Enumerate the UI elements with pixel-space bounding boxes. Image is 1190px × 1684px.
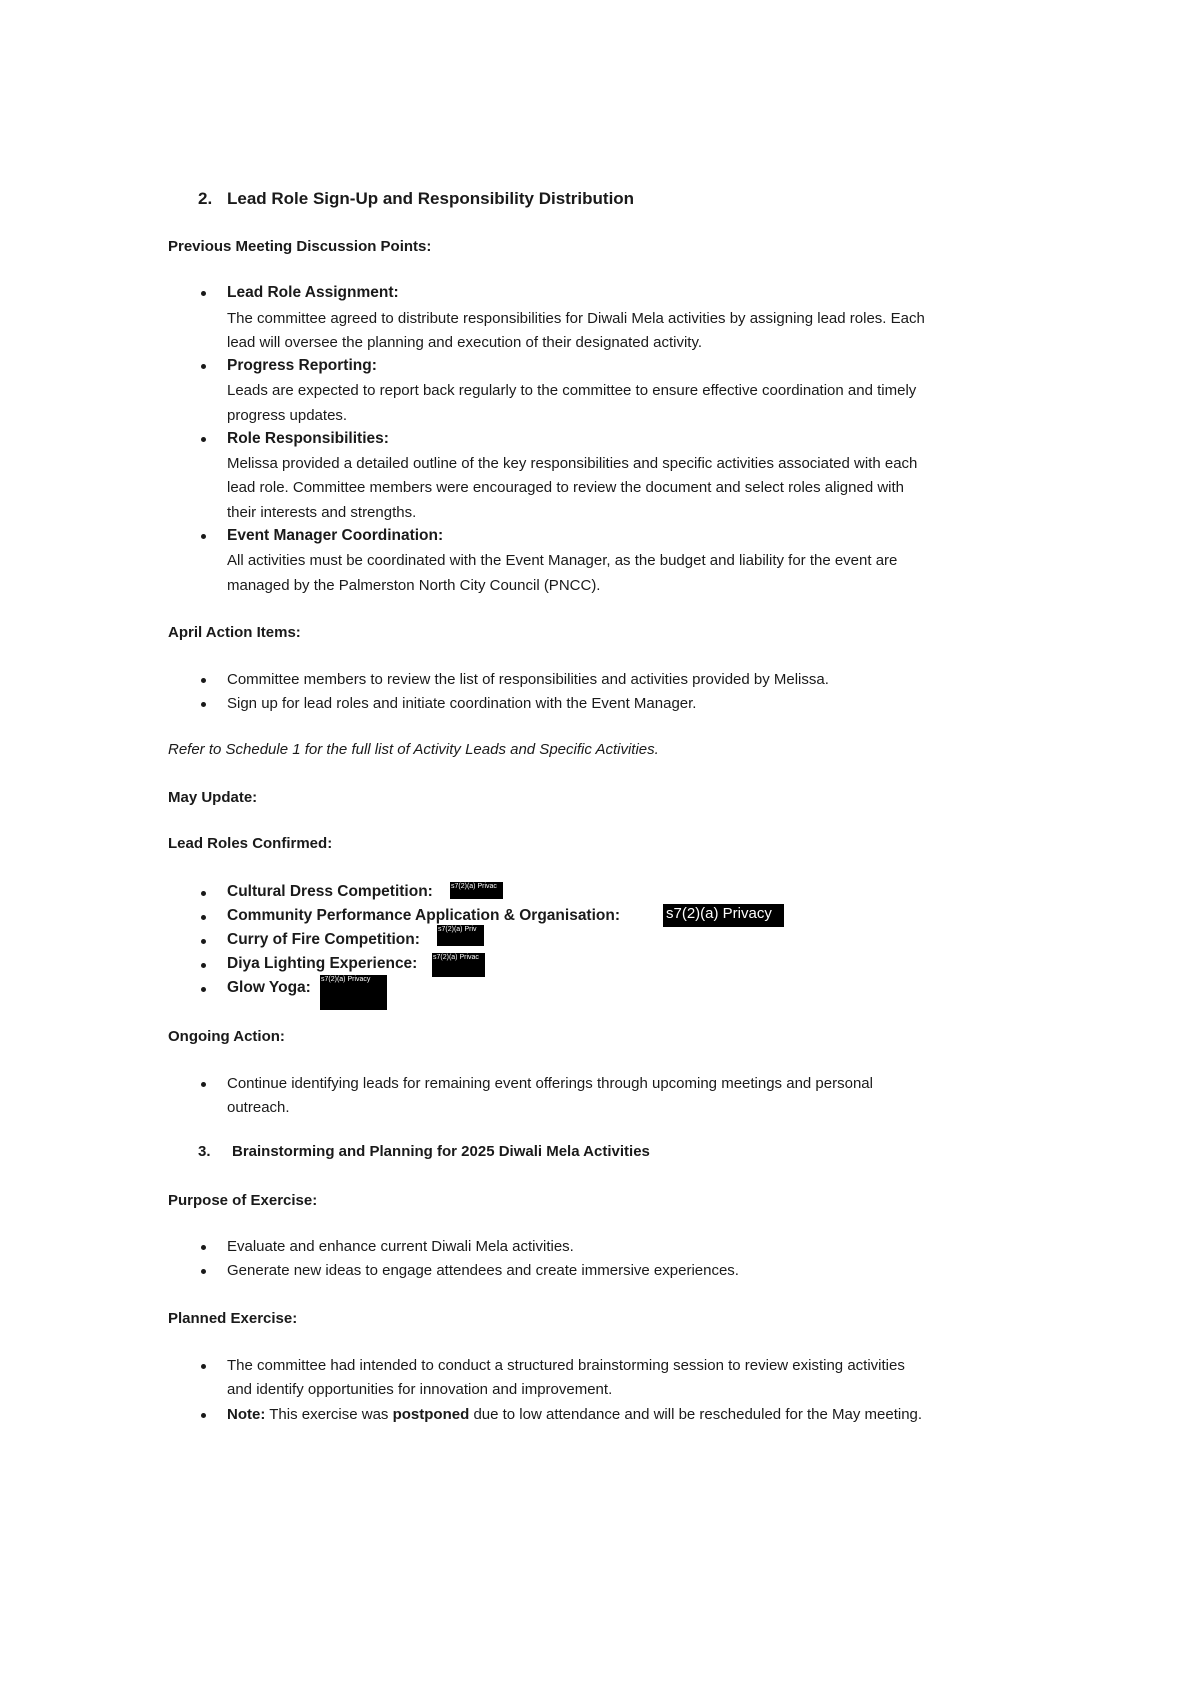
bullet-icon bbox=[201, 1245, 206, 1250]
bullet-icon bbox=[201, 1413, 206, 1418]
purpose-item: Generate new ideas to engage attendees and create immersive experiences. bbox=[227, 1262, 739, 1279]
may-update-heading: May Update: bbox=[168, 789, 258, 806]
item-text-line: All activities must be coordinated with the Event Manager, as the budget and liability for the event are bbox=[227, 552, 898, 569]
note-postponed: postponed bbox=[392, 1406, 470, 1423]
planned-text-line: The committee had intended to conduct a structured brainstorming session to review existing activities bbox=[227, 1357, 905, 1374]
event-manager-coordination-label: Event Manager Coordination: bbox=[227, 527, 444, 544]
purpose-item: Evaluate and enhance current Diwali Mela activities. bbox=[227, 1238, 574, 1255]
redaction-block: s7(2)(a) Privacy bbox=[663, 904, 784, 927]
note-post: due to low attendance and will be rescheduled for the May meeting. bbox=[473, 1406, 923, 1423]
note-pre: This exercise was bbox=[269, 1406, 389, 1423]
item-text-line: progress updates. bbox=[227, 407, 348, 424]
bullet-icon bbox=[201, 291, 206, 296]
item-text-line: The committee agreed to distribute responsibilities for Diwali Mela activities by assigning lead roles. Each bbox=[227, 310, 925, 327]
planned-exercise-heading: Planned Exercise: bbox=[168, 1310, 298, 1327]
bullet-icon bbox=[201, 939, 206, 944]
lead-role-label: Cultural Dress Competition: bbox=[227, 883, 433, 900]
lead-roles-confirmed-heading: Lead Roles Confirmed: bbox=[168, 835, 333, 852]
bullet-icon bbox=[201, 1269, 206, 1274]
bullet-icon bbox=[201, 364, 206, 369]
bullet-icon bbox=[201, 963, 206, 968]
schedule-reference-note: Refer to Schedule 1 for the full list of Activity Leads and Specific Activities. bbox=[168, 741, 659, 758]
redaction-block: s7(2)(a) Priv bbox=[437, 925, 484, 946]
role-responsibilities-label: Role Responsibilities: bbox=[227, 430, 389, 447]
section-3-number: 3. bbox=[198, 1143, 211, 1160]
ongoing-text-line: outreach. bbox=[227, 1099, 290, 1116]
redaction-block: s7(2)(a) Privac bbox=[450, 882, 503, 899]
bullet-icon bbox=[201, 891, 206, 896]
lead-role-label: Curry of Fire Competition: bbox=[227, 931, 420, 948]
bullet-icon bbox=[201, 915, 206, 920]
section-2-title: Lead Role Sign-Up and Responsibility Distribution bbox=[227, 189, 635, 208]
progress-reporting-label: Progress Reporting: bbox=[227, 357, 377, 374]
april-item: Sign up for lead roles and initiate coordination with the Event Manager. bbox=[227, 695, 697, 712]
item-text-line: lead role. Committee members were encouraged to review the document and select roles aligned with bbox=[227, 479, 905, 496]
section-3-title: Brainstorming and Planning for 2025 Diwali Mela Activities bbox=[232, 1143, 650, 1160]
previous-meeting-heading: Previous Meeting Discussion Points: bbox=[168, 238, 432, 255]
bullet-icon bbox=[201, 702, 206, 707]
bullet-icon bbox=[201, 678, 206, 683]
redaction-block: s7(2)(a) Privac bbox=[432, 953, 485, 977]
bullet-icon bbox=[201, 987, 206, 992]
ongoing-action-heading: Ongoing Action: bbox=[168, 1028, 285, 1045]
redaction-block: s7(2)(a) Privacy bbox=[320, 975, 387, 1010]
purpose-of-exercise-heading: Purpose of Exercise: bbox=[168, 1192, 318, 1209]
lead-role-label: Community Performance Application & Organisation: bbox=[227, 907, 621, 924]
note-label: Note: bbox=[227, 1406, 266, 1423]
bullet-icon bbox=[201, 1082, 206, 1087]
section-2-number: 2. bbox=[198, 189, 213, 208]
item-text-line: their interests and strengths. bbox=[227, 504, 417, 521]
item-text-line: Melissa provided a detailed outline of the key responsibilities and specific activities associated with each bbox=[227, 455, 918, 472]
item-text-line: Leads are expected to report back regularly to the committee to ensure effective coordination and timely bbox=[227, 382, 917, 399]
ongoing-text-line: Continue identifying leads for remaining event offerings through upcoming meetings and personal bbox=[227, 1075, 873, 1092]
item-text-line: lead will oversee the planning and execution of their designated activity. bbox=[227, 334, 703, 351]
april-item: Committee members to review the list of responsibilities and activities provided by Melissa. bbox=[227, 671, 829, 688]
april-action-items-heading: April Action Items: bbox=[168, 624, 301, 641]
note-line bbox=[227, 1406, 922, 1423]
lead-role-label: Diya Lighting Experience: bbox=[227, 955, 418, 972]
bullet-icon bbox=[201, 534, 206, 539]
bullet-icon bbox=[201, 437, 206, 442]
lead-role-assignment-label: Lead Role Assignment: bbox=[227, 284, 399, 301]
planned-text-line: and identify opportunities for innovation and improvement. bbox=[227, 1381, 613, 1398]
lead-role-label: Glow Yoga: bbox=[227, 979, 311, 996]
bullet-icon bbox=[201, 1364, 206, 1369]
item-text-line: managed by the Palmerston North City Council (PNCC). bbox=[227, 577, 601, 594]
